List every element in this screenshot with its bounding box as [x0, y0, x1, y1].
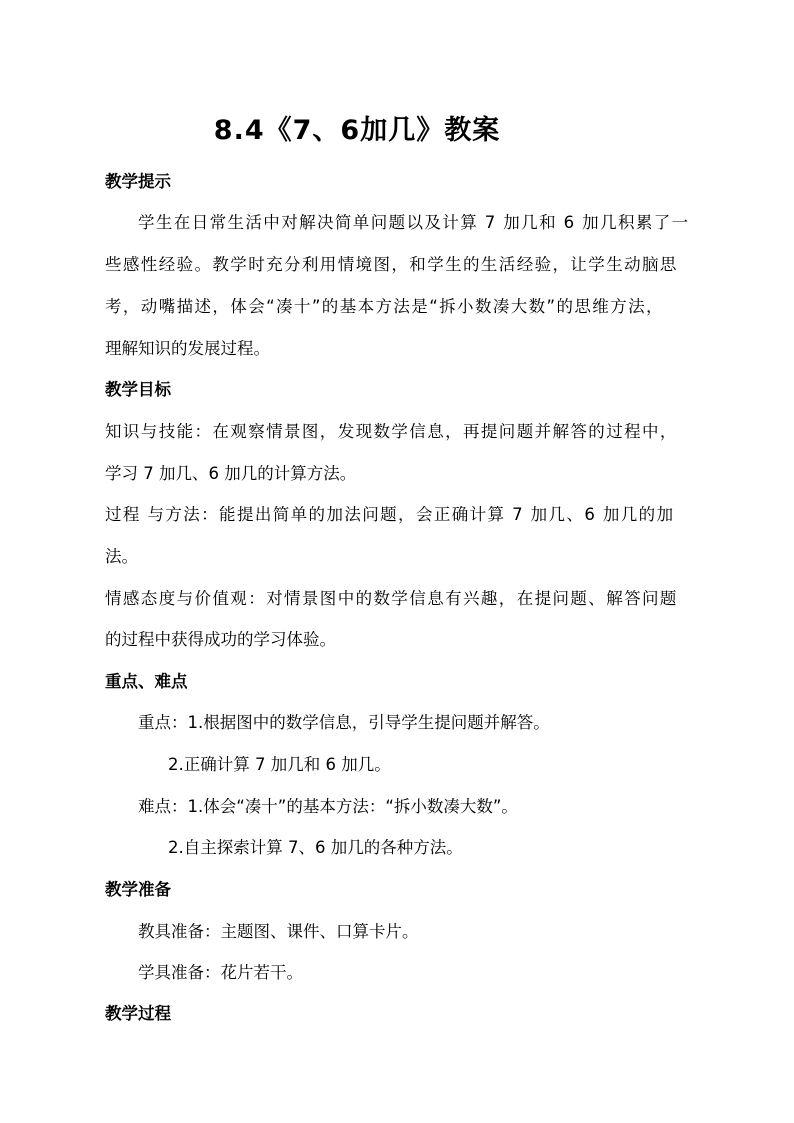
paragraph-line: 教具准备：主题图、课件、口算卡片。 [138, 922, 419, 941]
paragraph-line: 考，动嘴描述，体会“凑十”的基本方法是“拆小数凑大数”的思维方法， [105, 297, 664, 316]
document-title: 8.4《7、6加几》教案 [213, 115, 501, 146]
paragraph-line: 法。 [105, 547, 138, 566]
section-heading-prep: 教学准备 [105, 880, 171, 899]
paragraph-line: 学生在日常生活中对解决简单问题以及计算 7 加几和 6 加几积累了一 [138, 213, 690, 232]
paragraph-line: 知识与技能：在观察情景图，发现数学信息，再提问题并解答的过程中， [105, 422, 678, 441]
paragraph-line: 重点：1.根据图中的数学信息，引导学生提问题并解答。 [138, 713, 550, 732]
paragraph-line: 理解知识的发展过程。 [105, 339, 270, 358]
paragraph-line: 2.自主探索计算 7、6 加几的各种方法。 [168, 838, 463, 857]
section-heading-process: 教学过程 [105, 1004, 171, 1023]
section-heading-goals: 教学目标 [105, 380, 171, 399]
paragraph-line: 些感性经验。教学时充分利用情境图，和学生的生活经验，让学生动脑思 [105, 255, 678, 274]
section-heading-key-points: 重点、难点 [105, 672, 188, 691]
paragraph-line: 学习 7 加几、6 加几的计算方法。 [105, 464, 357, 483]
paragraph-line: 难点：1.体会“凑十”的基本方法：“拆小数凑大数”。 [138, 797, 518, 816]
paragraph-line: 学具准备：花片若干。 [138, 963, 303, 982]
paragraph-line: 过程 与方法：能提出简单的加法问题，会正确计算 7 加几、6 加几的加 [105, 505, 675, 524]
section-heading-tips: 教学提示 [105, 172, 171, 191]
paragraph-line: 情感态度与价值观：对情景图中的数学信息有兴趣，在提问题、解答问题 [105, 589, 678, 608]
paragraph-line: 的过程中获得成功的学习体验。 [105, 630, 336, 649]
paragraph-line: 2.正确计算 7 加几和 6 加几。 [168, 755, 391, 774]
